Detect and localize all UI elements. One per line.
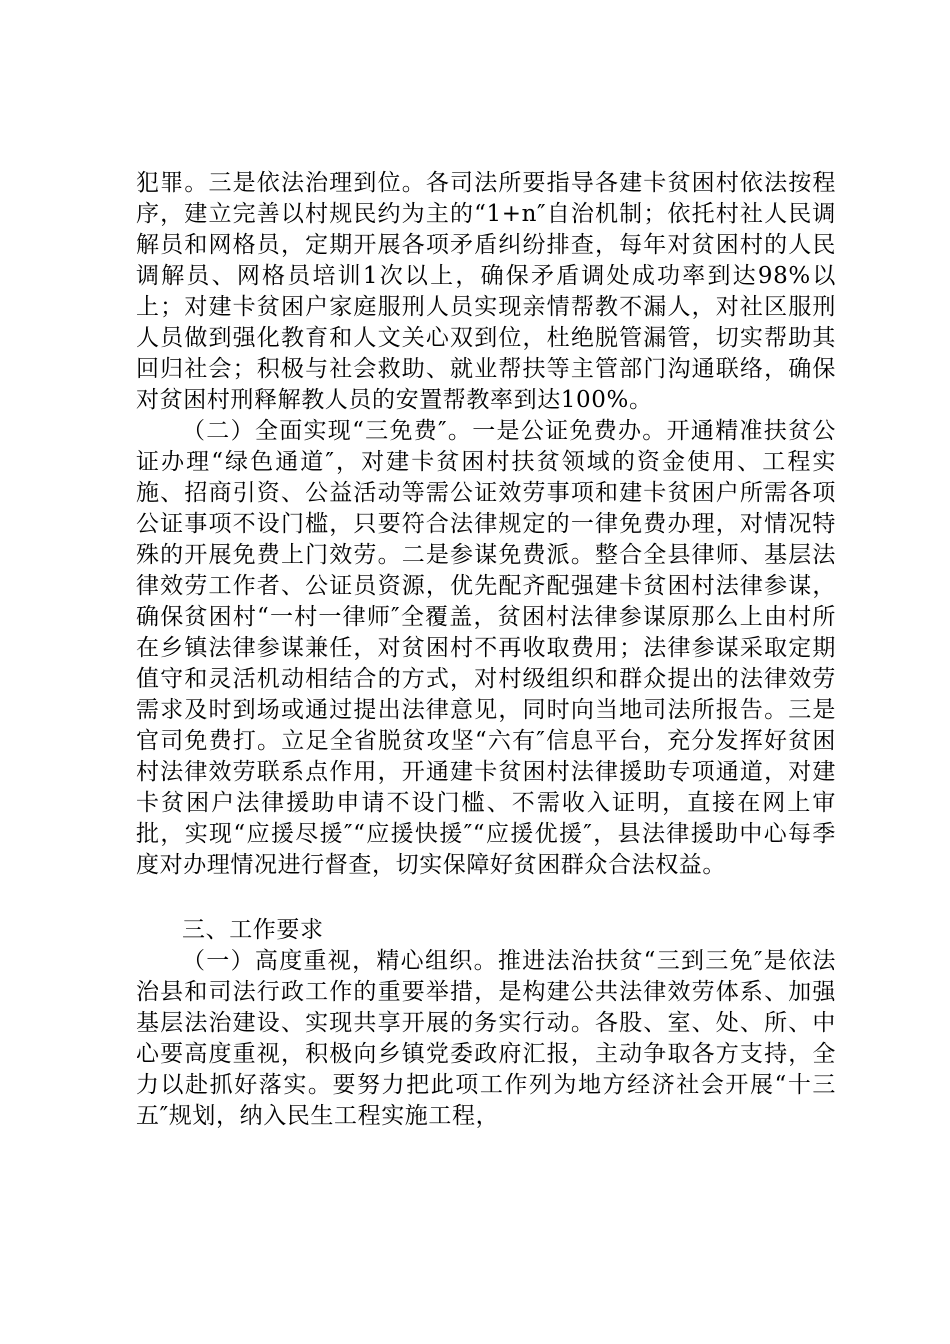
- paragraph-three-free: （二）全面实现“三免费″。一是公证免费办。开通精准扶贫公证办理“绿色通道″，对建卡贫困村扶贫领域的资金使用、工程实施、招商引资、公益活动等需公证效劳事项和建卡贫困户所需各项公证事项不设门槛，只要符合法律规定的一律免费办理，对情况特殊的开展免费上门效劳。二是参谋免费派。整合全县律师、基层法律效劳工作者、公证员资源，优先配齐配强建卡贫困村法律参谋，确保贫困村“一村一律师″全覆盖，贫困村法律参谋原那么上由村所在乡镇法律参谋兼任，对贫困村不再收取费用；法律参谋采取定期值守和灵活机动相结合的方式，对村级组织和群众提出的法律效劳需求及时到场或通过提出法律意见，同时向当地司法所报告。三是官司免费打。立足全省脱贫攻坚“六有″信息平台，充分发挥好贫困村法律效劳联系点作用，开通建卡贫困村法律援助专项通道，对建卡贫困户法律援助申请不设门槛、不需收入证明，直接在网上审批，实现“应援尽援″“应援快援″“应援优援″，县法律援助中心每季度对办理情况进行督查，切实保障好贫困群众合法权益。: [136, 418, 836, 878]
- paragraph-gap: [136, 881, 836, 915]
- paragraph-high-attention: （一）高度重视，精心组织。推进法治扶贫“三到三免″是依法治县和司法行政工作的重要举措，是构建公共法律效劳体系、加强基层法治建设、实现共享开展的务实行动。各股、室、处、所、中心要高度重视，积极向乡镇党委政府汇报，主动争取各方支持，全力以赴抓好落实。要努力把此项工作列为地方经济社会开展“十三五″规划，纳入民生工程实施工程，: [136, 948, 836, 1129]
- section-heading-work-requirements: 三、工作要求: [182, 917, 324, 943]
- document-page: [136, 168, 836, 1132]
- paragraph-continuation: 犯罪。三是依法治理到位。各司法所要指导各建卡贫困村依法按程序，建立完善以村规民约为主的“1+n″自治机制；依托村社人民调解员和网格员，定期开展各项矛盾纠纷排查，每年对贫困村的人民调解员、网格员培训1次以上，确保矛盾调处成功率到达98%以上；对建卡贫困户家庭服刑人员实现亲情帮教不漏人，对社区服刑人员做到强化教育和人文关心双到位，杜绝脱管漏管，切实帮助其回归社会；积极与社会救助、就业帮扶等主管部门沟通联络，确保对贫困村刑释解教人员的安置帮教率到达100%。: [136, 170, 836, 413]
